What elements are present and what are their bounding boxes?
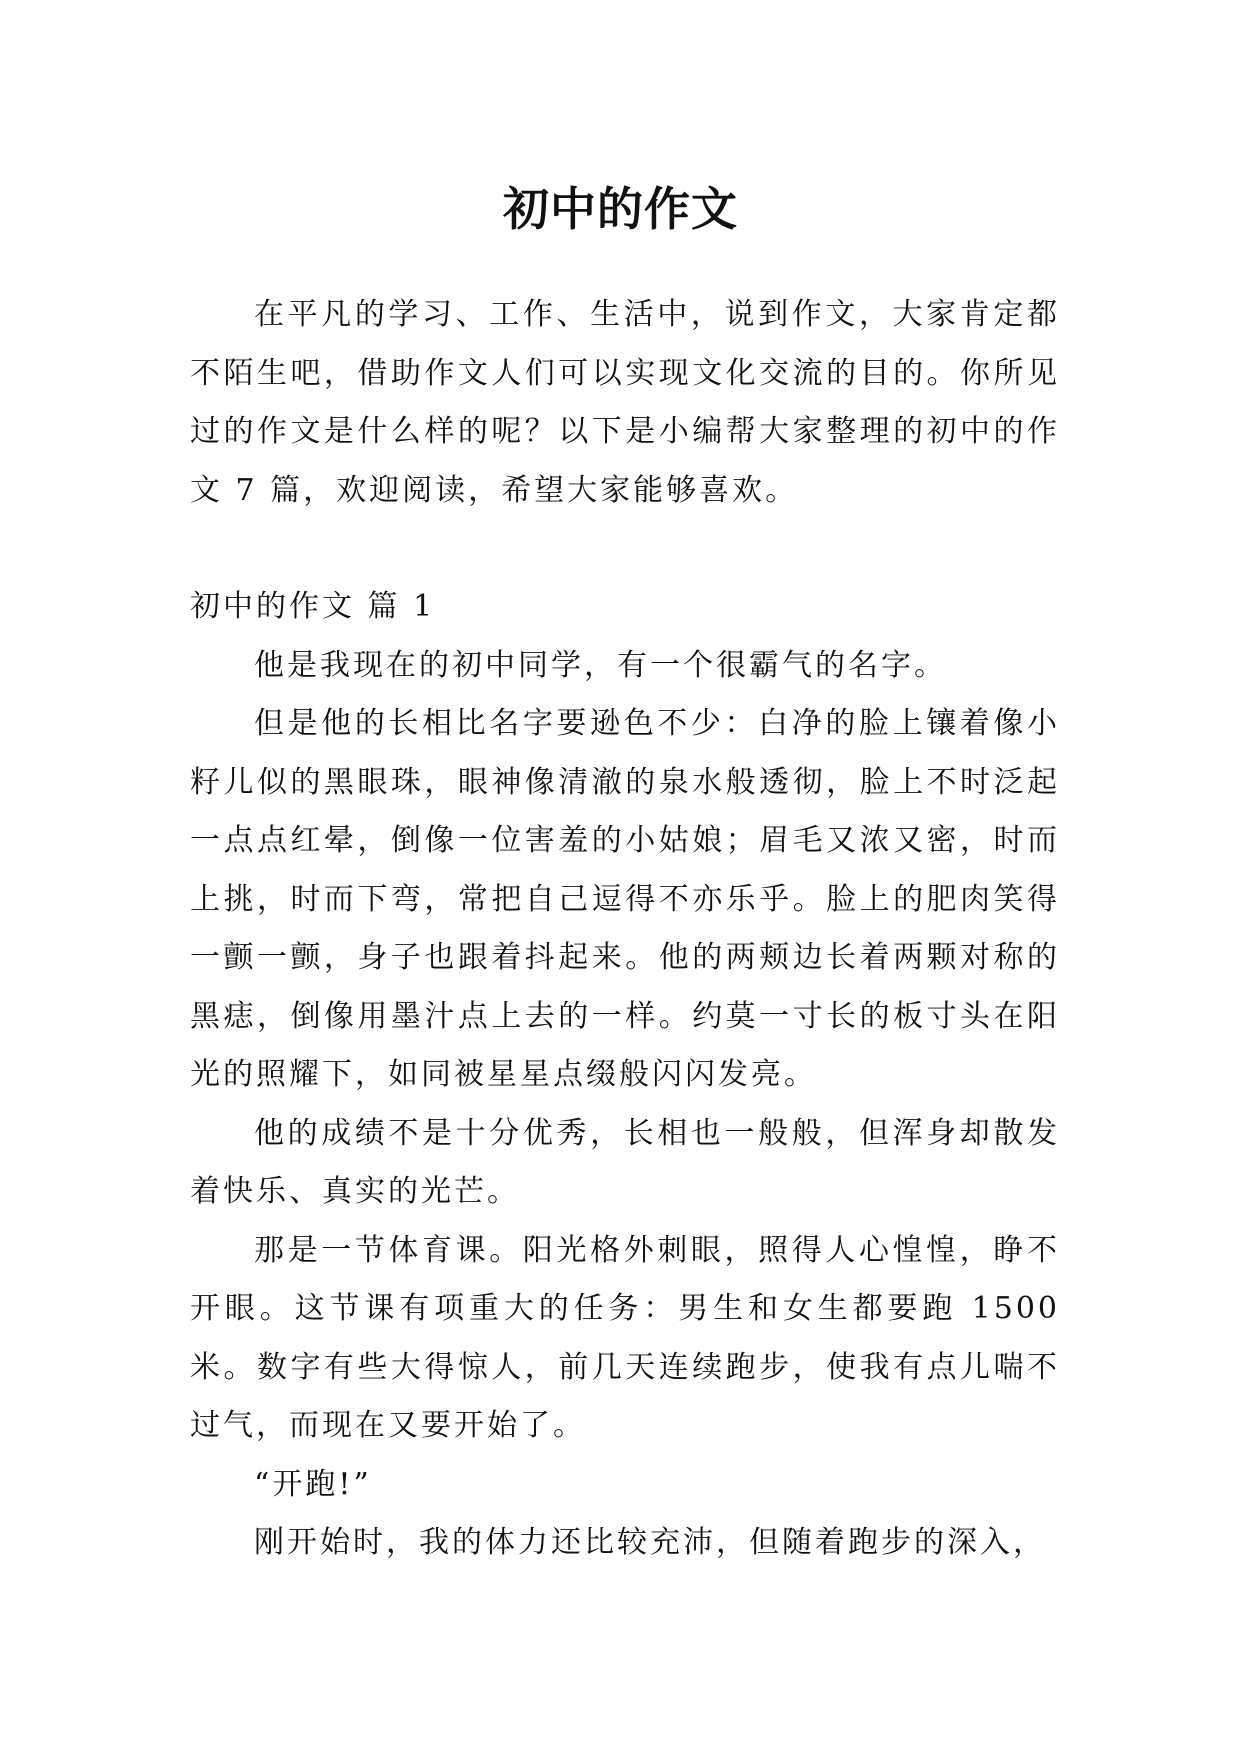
body-paragraph: “开跑!” <box>254 1466 372 1502</box>
intro-paragraph: 在平凡的学习、工作、生活中，说到作文，大家肯定都不陌生吧，借助作文人们可以实现文化交流的目的。你所见过的作文是什么样的呢？以下是小编帮大家整理的初中的作文 7 篇，欢迎阅读，希望大家能够喜欢。 <box>190 297 1060 508</box>
section-heading: 初中的作文 篇 1 <box>190 589 436 624</box>
body-paragraph: 那是一节体育课。阳光格外刺眼，照得人心惶惶，睁不开眼。这节课有项重大的任务：男生和女生都要跑 1500 米。数字有些大得惊人，前几天连续跑步，使我有点儿喘不过气，而现在又要开始了。 <box>190 1232 1060 1443</box>
body-paragraph: 但是他的长相比名字要逊色不少：白净的脸上镶着像小籽儿似的黑眼珠，眼神像清澈的泉水般透彻，脸上不时泛起一点点红晕，倒像一位害羞的小姑娘；眉毛又浓又密，时而上挑，时而下弯，常把自己逗得不亦乐乎。脸上的肥肉笑得一颤一颤，身子也跟着抖起来。他的两颊边长着两颗对称的黑痣，倒像用墨汁点上去的一样。约莫一寸长的板寸头在阳光的照耀下，如同被星星点缀般闪闪发亮。 <box>190 706 1060 1092</box>
document-body <box>190 286 1060 1573</box>
document-title: 初中的作文 <box>503 181 738 236</box>
body-paragraph: 刚开始时，我的体力还比较充沛，但随着跑步的深入， <box>254 1525 1046 1560</box>
body-paragraph: 他是我现在的初中同学，有一个很霸气的名字。 <box>254 647 947 683</box>
body-paragraph: 他的成绩不是十分优秀，长相也一般般，但浑身却散发着快乐、真实的光芒。 <box>190 1115 1060 1209</box>
